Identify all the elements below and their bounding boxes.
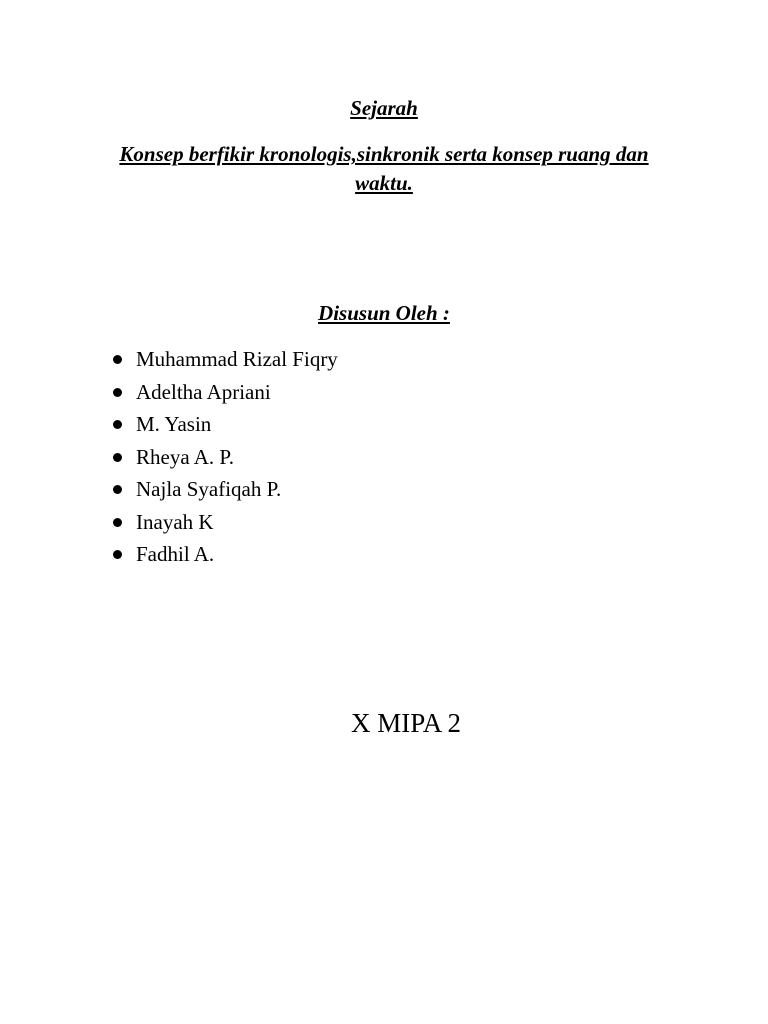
list-item [112,473,338,506]
subject-title: Sejarah [350,96,418,120]
list-item [112,441,338,474]
author-name: Inayah K [136,509,214,534]
class-name: X MIPA 2 [350,708,462,738]
author-name: M. Yasin [136,412,212,436]
bullet-icon [113,453,122,462]
bullet-icon [113,550,122,559]
author-name: Adeltha Apriani [136,379,271,404]
bullet-icon [113,388,122,397]
list-item [112,506,338,539]
author-name: Muhammad Rizal Fiqry [136,347,338,371]
authors-list [112,343,338,571]
authors-heading: Disusun Oleh : [318,301,450,325]
bullet-icon [113,355,122,364]
list-item [112,538,338,571]
author-name: Najla Syafiqah P. [136,477,282,501]
author-name: Fadhil A. [136,542,215,566]
topic-title: Konsep berfikir kronologis,sinkronik serta konsep ruang dan waktu. [119,142,649,195]
list-item [112,376,338,409]
bullet-icon [113,485,122,494]
bullet-icon [113,420,122,429]
author-name: Rheya A. P. [136,444,235,469]
bullet-icon [113,518,122,527]
list-item [112,343,338,376]
list-item [112,408,338,441]
